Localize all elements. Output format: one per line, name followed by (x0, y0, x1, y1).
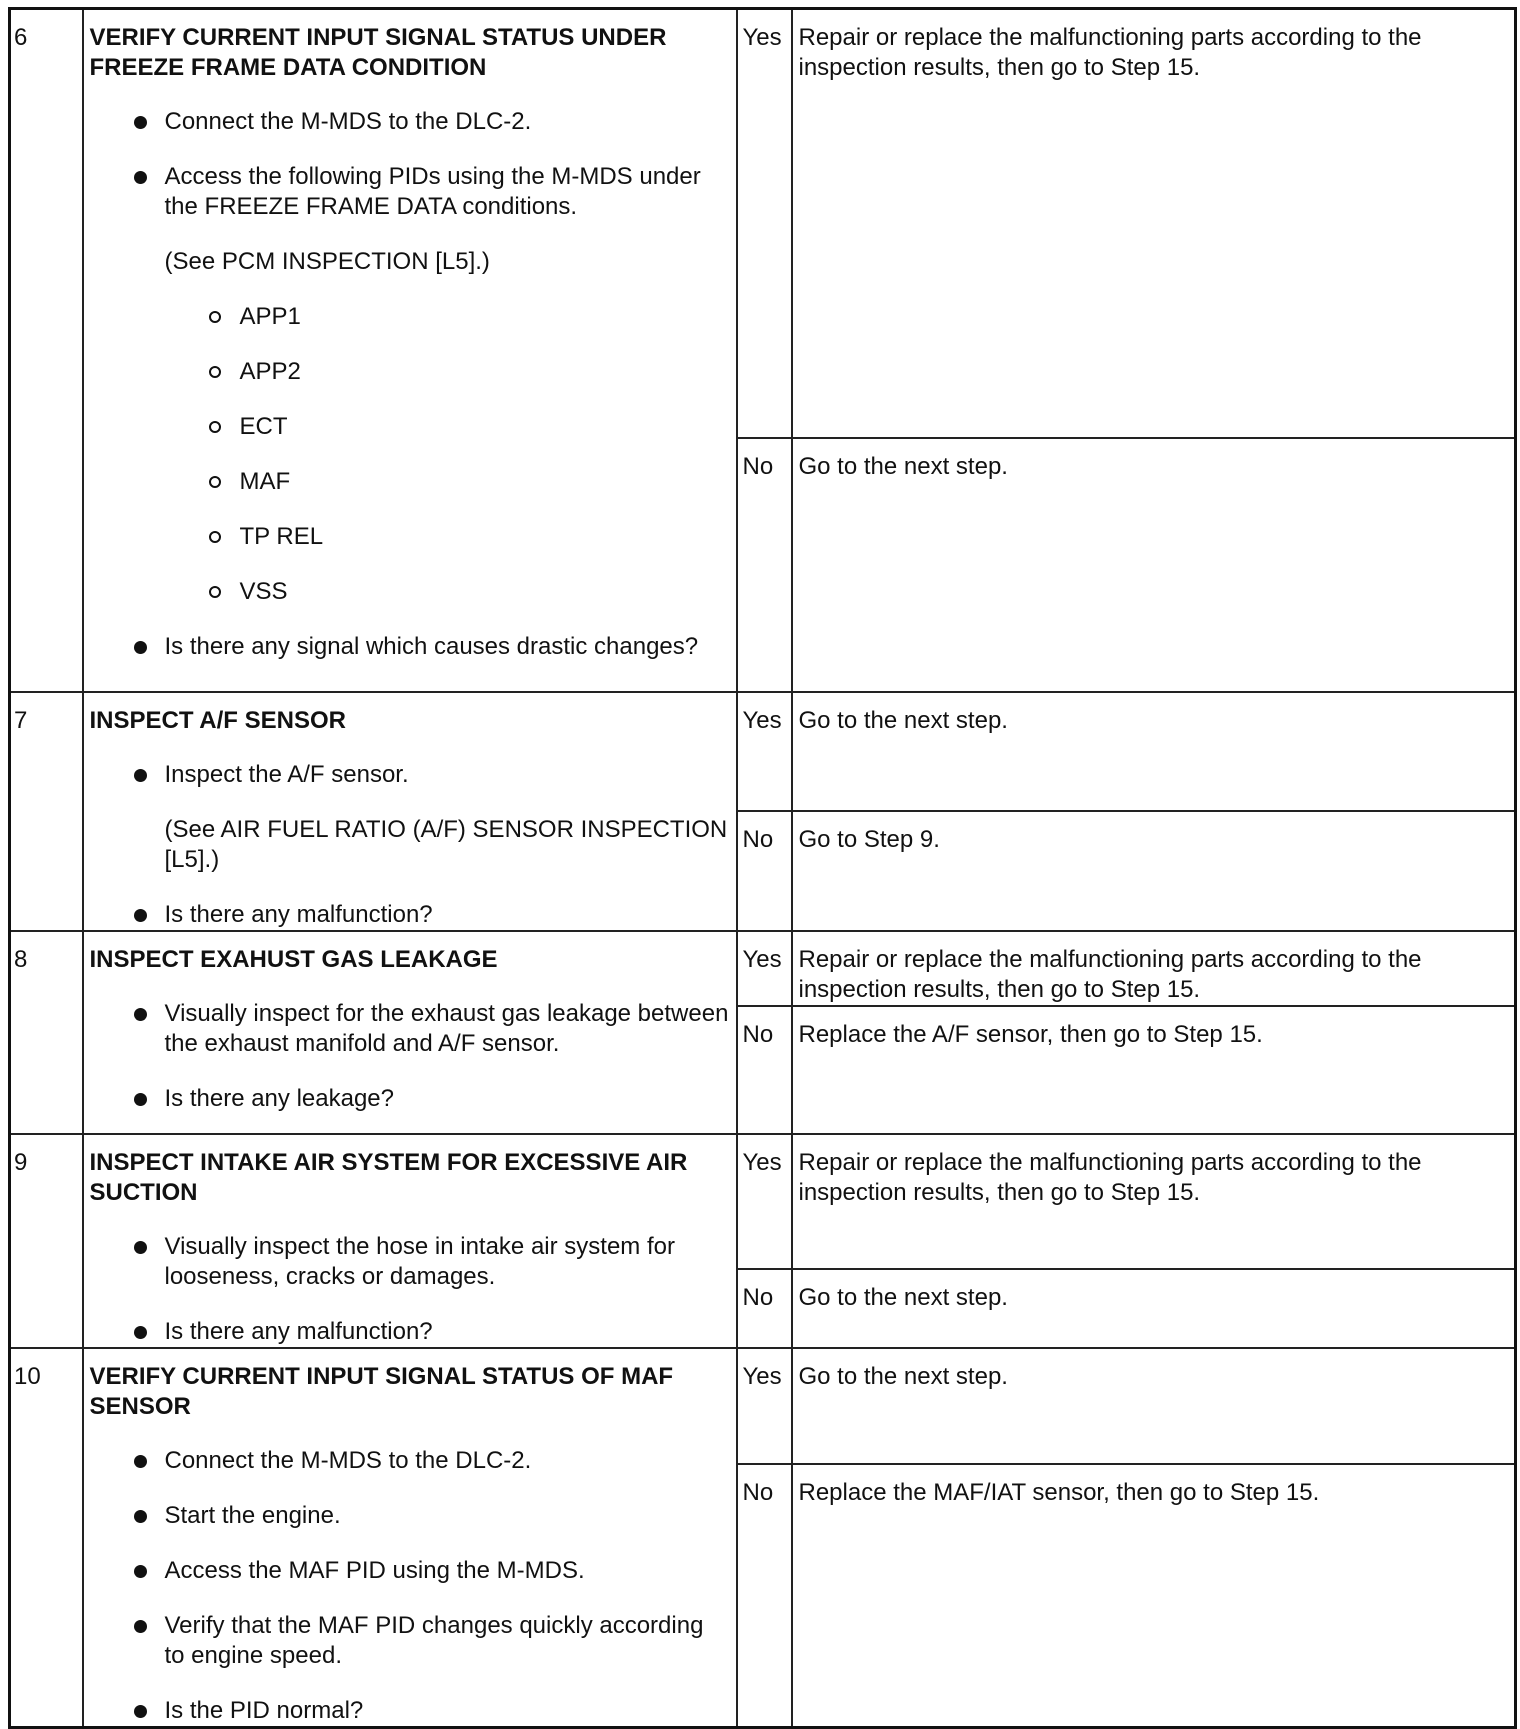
circle-bullet-icon (209, 476, 221, 488)
bullet-item (90, 1556, 730, 1586)
bullet-item (90, 162, 730, 222)
circle-bullet-icon (209, 531, 221, 543)
bullet-text: Connect the M-MDS to the DLC-2. (164, 108, 532, 135)
circle-bullet-icon (209, 311, 221, 323)
no-action: Go to the next step. (792, 438, 1516, 692)
circle-bullet-icon (209, 421, 221, 433)
bullet-item (90, 107, 730, 137)
step-title: INSPECT EXAHUST GAS LEAKAGE (89, 945, 498, 973)
bullet-icon (134, 171, 147, 184)
bullet-text: Is there any malfunction? (164, 1317, 433, 1345)
step-number: 7 (10, 692, 83, 931)
bullet-icon (134, 1326, 147, 1339)
pid-item (90, 412, 730, 442)
bullet-icon (134, 1455, 147, 1468)
step-row (10, 9, 1516, 438)
step-number: 8 (10, 931, 83, 1134)
no-action: Replace the A/F sensor, then go to Step 15. (792, 1006, 1516, 1134)
yes-action: Repair or replace the malfunctioning parts according to the inspection results, then go to Step 15. (792, 9, 1516, 438)
step-title: INSPECT A/F SENSOR (89, 706, 346, 734)
circle-bullet-icon (209, 586, 221, 598)
bullet-item (90, 1084, 730, 1114)
bullet-item (90, 1696, 730, 1726)
reference-note: (See AIR FUEL RATIO (A/F) SENSOR INSPECTION [L5].) (164, 815, 728, 873)
yes-label: Yes (737, 1348, 792, 1464)
pid-text: TP REL (239, 523, 324, 550)
step-description (83, 1134, 737, 1348)
diagnostic-procedure-page (8, 7, 1514, 1724)
step-title: VERIFY CURRENT INPUT SIGNAL STATUS UNDER FREEZE FRAME DATA CONDITION (89, 24, 667, 81)
bullet-text: Access the following PIDs using the M-MDS under the FREEZE FRAME DATA conditions. (164, 163, 701, 220)
bullet-icon (134, 1008, 147, 1021)
no-label: No (737, 1006, 792, 1134)
bullet-item (90, 900, 730, 930)
step-row (10, 692, 1516, 812)
bullet-text: Access the MAF PID using the M-MDS. (164, 1556, 585, 1584)
pid-item (90, 522, 730, 552)
step-number: 9 (10, 1134, 83, 1348)
no-label: No (737, 438, 792, 692)
bullet-icon (134, 1620, 147, 1633)
bullet-item (90, 1611, 730, 1671)
bullet-icon (134, 1510, 147, 1523)
yes-label: Yes (737, 1134, 792, 1269)
step-row (10, 1348, 1516, 1464)
yes-action: Repair or replace the malfunctioning parts according to the inspection results, then go to Step 15. (792, 1134, 1516, 1269)
bullet-text: Visually inspect for the exhaust gas leakage between the exhaust manifold and A/F sensor. (164, 999, 729, 1057)
troubleshooting-table (8, 7, 1517, 1729)
bullet-item (90, 632, 730, 662)
no-label: No (737, 1269, 792, 1348)
no-action: Go to the next step. (792, 1269, 1516, 1348)
pid-text: MAF (239, 468, 291, 495)
no-label: No (737, 1464, 792, 1727)
bullet-icon (134, 641, 147, 654)
bullet-item (90, 1232, 730, 1292)
yes-label: Yes (737, 692, 792, 812)
bullet-text: Verify that the MAF PID changes quickly according to engine speed. (164, 1611, 704, 1669)
no-action: Replace the MAF/IAT sensor, then go to Step 15. (792, 1464, 1516, 1727)
bullet-icon (134, 1705, 147, 1718)
bullet-icon (134, 1565, 147, 1578)
bullet-text: Start the engine. (164, 1501, 341, 1529)
step-row (10, 1134, 1516, 1269)
pid-text: APP1 (239, 303, 301, 330)
step-row (10, 931, 1516, 1006)
bullet-item (90, 999, 730, 1059)
step-number: 10 (10, 1348, 83, 1728)
bullet-item (90, 1317, 730, 1347)
pid-text: APP2 (239, 358, 301, 385)
bullet-text: Is there any signal which causes drastic changes? (164, 633, 699, 660)
pid-item (90, 357, 730, 387)
bullet-icon (134, 1241, 147, 1254)
step-description (83, 692, 737, 931)
bullet-text: Connect the M-MDS to the DLC-2. (164, 1446, 532, 1474)
bullet-text: Visually inspect the hose in intake air system for looseness, cracks or damages. (164, 1232, 675, 1290)
step-description (83, 9, 737, 692)
yes-action: Go to the next step. (792, 1348, 1516, 1464)
step-number: 6 (10, 9, 83, 692)
no-action: Go to Step 9. (792, 811, 1516, 931)
step-title: INSPECT INTAKE AIR SYSTEM FOR EXCESSIVE AIR SUCTION (89, 1148, 688, 1206)
bullet-icon (134, 769, 147, 782)
bullet-icon (134, 1093, 147, 1106)
bullet-item (90, 1501, 730, 1531)
bullet-text: Is there any leakage? (164, 1084, 394, 1112)
bullet-text: Is the PID normal? (164, 1696, 364, 1724)
step-title: VERIFY CURRENT INPUT SIGNAL STATUS OF MAF SENSOR (89, 1362, 674, 1420)
bullet-item (90, 1446, 730, 1476)
no-label: No (737, 811, 792, 931)
pid-item (90, 577, 730, 607)
pid-text: VSS (239, 578, 288, 605)
pid-item (90, 302, 730, 332)
bullet-item (90, 760, 730, 790)
bullet-icon (134, 909, 147, 922)
circle-bullet-icon (209, 366, 221, 378)
yes-label: Yes (737, 931, 792, 1006)
step-description (83, 1348, 737, 1728)
yes-action: Go to the next step. (792, 692, 1516, 812)
reference-note: (See PCM INSPECTION [L5].) (164, 248, 490, 275)
yes-action: Repair or replace the malfunctioning parts according to the inspection results, then go to Step 15. (792, 931, 1516, 1006)
pid-text: ECT (239, 413, 288, 440)
bullet-icon (134, 116, 147, 129)
bullet-text: Is there any malfunction? (164, 900, 433, 928)
step-description (83, 931, 737, 1134)
yes-label: Yes (737, 9, 792, 438)
pid-item (90, 467, 730, 497)
bullet-text: Inspect the A/F sensor. (164, 760, 409, 788)
